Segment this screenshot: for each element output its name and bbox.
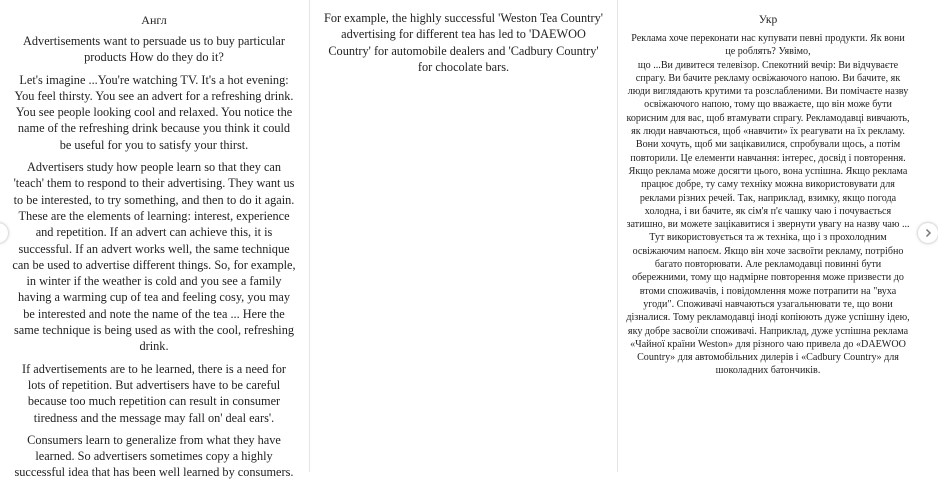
next-page-button[interactable] [918, 223, 938, 243]
previous-page-button[interactable] [0, 223, 8, 243]
ukrainian-heading: Укр [758, 14, 778, 26]
continuation-column [309, 0, 618, 472]
chevron-left-icon [0, 228, 3, 238]
english-paragraph: Let's imagine ...You're watching TV. It's a hot evening: You feel thirsty. You see an advert for a refreshing drink. You see people looking cool and relaxed. You notice the name of the refreshing drink because you think it could be useful for you to satisfy your thirst. [14, 72, 294, 152]
ukrainian-column [626, 0, 910, 472]
continuation-paragraph: For example, the highly successful 'Weston Tea Country' advertising for different tea has led to 'DAEWOO Country' for automobile dealers and 'Cadbury Country' for chocolate bars. [324, 11, 603, 74]
english-paragraph: Advertisements want to persuade us to buy particular products How do they do it? [23, 34, 285, 65]
english-paragraph: Advertisers study how people learn so that they can 'teach' them to respond to their advertising. They want us to be interested, to try something, and then to do it again. These are the elements of learning: interest, experience and repetition. If an advert can achieve this, it is successful. If an advert works well, the same technique can be used to advertise different things. So, for example, in winter if the weather is cold and you see a family having a warming cup of tea and feeling cosy, you may be interested and note the name of the tea ... Here the same technique is being used as with the cool, refreshing drink. [12, 160, 296, 354]
english-heading: Англ [141, 13, 167, 27]
ukrainian-paragraph: Реклама хоче переконати нас купувати певні продукти. Як вони це роблять? Уявімо, [631, 33, 905, 58]
chevron-right-icon [923, 228, 933, 238]
english-paragraph: Consumers learn to generalize from what they have learned. So advertisers sometimes copy a highly successful idea that has been well learned by consumers. [14, 432, 294, 480]
english-paragraph: If advertisements are to he learned, there is a need for lots of repetition. But advertisers have to be careful because too much repetition can result in consumer tiredness and the message may fall on' deal ears'. [22, 361, 286, 425]
english-column [12, 0, 296, 480]
ukrainian-paragraph: що ...Ви дивитеся телевізор. Спекотний вечір: Ви відчуваєте спрагу. Ви бачите рекламу освіжаючого напою. Ви бачите, як люди виглядають крутими та розслабленими. Ви помічаєте назву освіжаючого напою, тому що вважаєте, що він може бути корисним для вас, щоб втамувати спрагу. Рекламодавці вивчають, як люди навчаються, щоб «навчити» їх реагувати на їх рекламу. Вони хочуть, щоб ми зацікавилися, спробували щось, а потім повторили. Це елементи навчання: інтерес, досвід і повторення. Якщо реклама може досягти цього, вона успішна. Якщо реклама працює добре, ту саму техніку можна використовувати для реклами різних речей. Так, наприклад, взимку, якщо погода холодна, і ви бачите, як сім'я п'є чашку чаю і почувається затишно, ви можете зацікавитися і звернути увагу на назву чаю ... Тут використовується та ж техніка, що і з прохолодним освіжаючим напоєм. Якщо він хоче засвоїти рекламу, потрібно багато повторювати. Але рекламодавці повинні бути обережними, тому що надмірне повторення може призвести до втоми споживачів, і повідомлення може потрапити на "вуха угоди". Споживачі навчаються узагальнювати те, що вони дізналися. Тому рекламодавці іноді копіюють дуже успішну ідею, яку добре засвоїли споживачі. Наприклад, дуже успішна реклама «Чайної країни Weston» для різного чаю привела до «DAEWOO Country» для автомобільних дилерів і «Cadbury Country» для шоколадних батончиків. [626, 59, 910, 377]
